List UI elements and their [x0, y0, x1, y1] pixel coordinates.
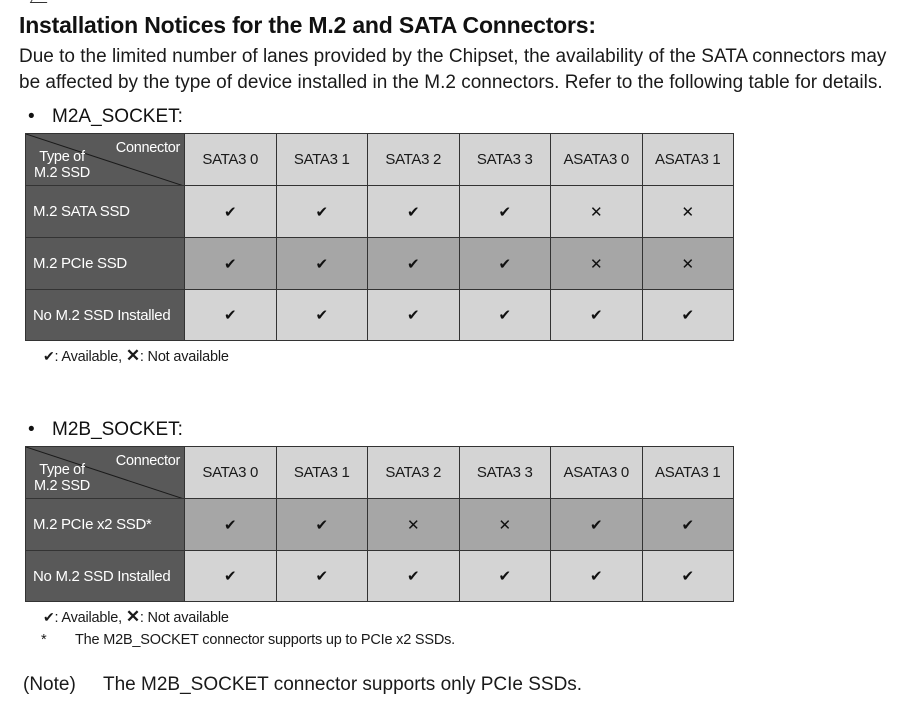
table-row: [26, 238, 734, 290]
column-header: SATA3 0: [185, 447, 277, 499]
socket-heading-m2a: [28, 106, 183, 128]
row-header: No M.2 SSD Installed: [26, 551, 185, 602]
check-icon: ✔: [185, 290, 277, 341]
table-header-row: [26, 134, 734, 186]
corner-mark-decoration: [30, 0, 53, 3]
check-icon: ✔: [459, 186, 551, 238]
column-header: SATA3 1: [276, 134, 368, 186]
cross-icon: ✕: [125, 346, 140, 365]
check-icon: ✔: [185, 499, 277, 551]
column-header: ASATA3 0: [551, 134, 643, 186]
column-header: SATA3 3: [459, 134, 551, 186]
table-row: [26, 499, 734, 551]
check-icon: ✔: [642, 290, 734, 341]
check-icon: ✔: [368, 551, 460, 602]
row-header: No M.2 SSD Installed: [26, 290, 185, 341]
row-header: M.2 SATA SSD: [26, 186, 185, 238]
check-icon: ✔: [551, 290, 643, 341]
page-title: Installation Notices for the M.2 and SATA Connectors:: [19, 12, 596, 38]
check-icon: ✔: [368, 290, 460, 341]
column-header: ASATA3 0: [551, 447, 643, 499]
legend: [43, 346, 229, 366]
column-header: SATA3 1: [276, 447, 368, 499]
socket-heading-m2b: [28, 419, 183, 441]
legend-unavailable-label: : Not available: [139, 349, 229, 365]
corner-type-label: Type of M.2 SSD: [34, 149, 90, 181]
check-icon: ✔: [43, 609, 55, 625]
legend-available-label: : Available,: [54, 610, 122, 626]
check-icon: ✔: [43, 348, 55, 364]
footnote-text: The M2B_SOCKET connector supports up to PCIe x2 SSDs.: [75, 632, 456, 648]
column-header: ASATA3 1: [642, 134, 734, 186]
column-header: SATA3 2: [368, 134, 460, 186]
socket-name: M2A_SOCKET:: [52, 106, 183, 127]
check-icon: ✔: [276, 499, 368, 551]
intro-paragraph: Due to the limited number of lanes provided by the Chipset, the availability of the SATA connectors may be affected by the type of device installed in the M.2 connectors. Refer to the following table for details.: [19, 46, 887, 93]
bullet-icon: •: [28, 419, 35, 440]
corner-connector-label: Connector: [115, 140, 180, 156]
corner-connector-label: Connector: [115, 453, 180, 469]
column-header: ASATA3 1: [642, 447, 734, 499]
legend-available-label: : Available,: [54, 349, 122, 365]
check-icon: ✔: [551, 499, 643, 551]
footnote-marker: *: [41, 632, 47, 648]
check-icon: ✔: [276, 551, 368, 602]
check-icon: ✔: [276, 238, 368, 290]
check-icon: ✔: [368, 186, 460, 238]
note-text: The M2B_SOCKET connector supports only PCIe SSDs.: [103, 674, 583, 695]
bullet-icon: •: [28, 106, 35, 127]
check-icon: ✔: [551, 551, 643, 602]
check-icon: ✔: [459, 551, 551, 602]
table-row: [26, 186, 734, 238]
cross-icon: ✕: [125, 607, 140, 626]
socket-name: M2B_SOCKET:: [52, 419, 183, 440]
cross-icon: ✕: [368, 499, 460, 551]
row-header: M.2 PCIe x2 SSD*: [26, 499, 185, 551]
corner-header-cell: [26, 447, 185, 499]
legend: [43, 607, 229, 627]
check-icon: ✔: [185, 186, 277, 238]
check-icon: ✔: [185, 551, 277, 602]
check-icon: ✔: [368, 238, 460, 290]
cross-icon: ✕: [551, 186, 643, 238]
row-header: M.2 PCIe SSD: [26, 238, 185, 290]
corner-type-label: Type of M.2 SSD: [34, 462, 90, 494]
check-icon: ✔: [459, 290, 551, 341]
compatibility-table-m2b: [25, 446, 734, 602]
table-row: [26, 290, 734, 341]
check-icon: ✔: [276, 290, 368, 341]
note: [23, 674, 582, 696]
column-header: SATA3 2: [368, 447, 460, 499]
check-icon: ✔: [642, 551, 734, 602]
footnote: [41, 632, 455, 648]
cross-icon: ✕: [459, 499, 551, 551]
table-row: [26, 551, 734, 602]
check-icon: ✔: [459, 238, 551, 290]
table-header-row: [26, 447, 734, 499]
cross-icon: ✕: [642, 238, 734, 290]
column-header: SATA3 3: [459, 447, 551, 499]
cross-icon: ✕: [551, 238, 643, 290]
column-header: SATA3 0: [185, 134, 277, 186]
check-icon: ✔: [276, 186, 368, 238]
corner-header-cell: [26, 134, 185, 186]
compatibility-table-m2a: [25, 133, 734, 341]
legend-unavailable-label: : Not available: [139, 610, 229, 626]
check-icon: ✔: [185, 238, 277, 290]
check-icon: ✔: [642, 499, 734, 551]
cross-icon: ✕: [642, 186, 734, 238]
note-tag: (Note): [23, 674, 76, 695]
